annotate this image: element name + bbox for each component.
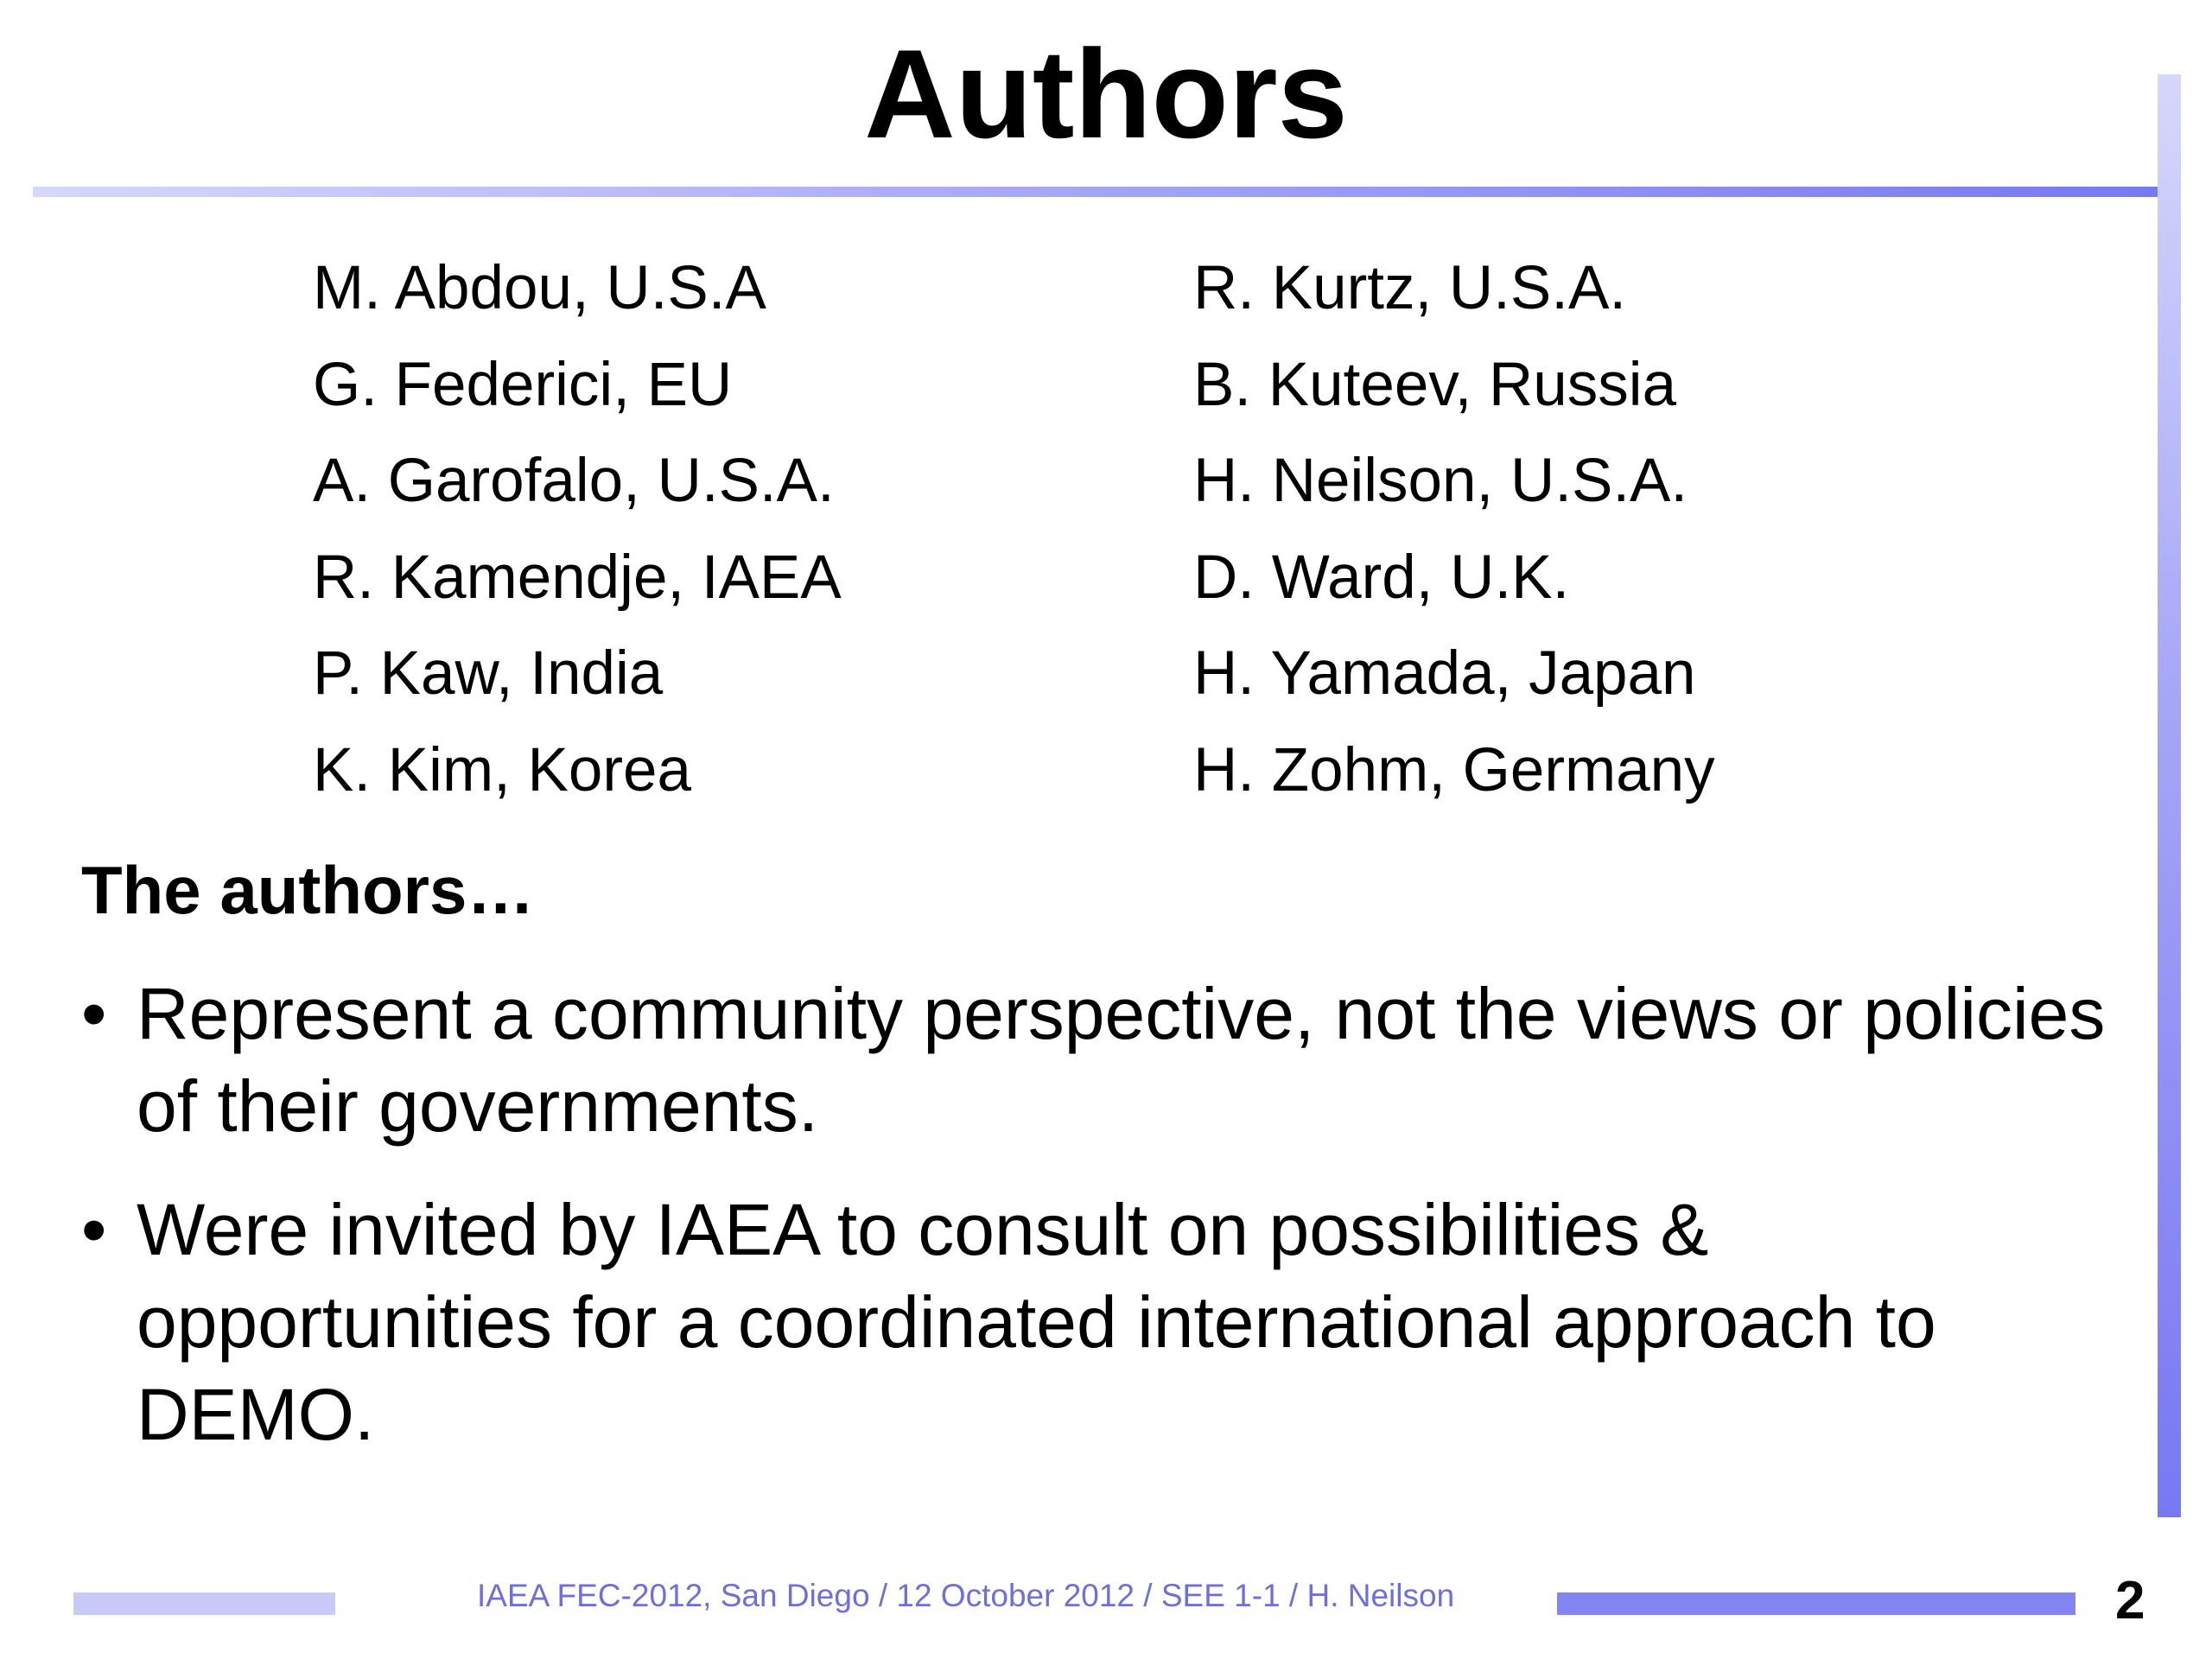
- footer-left-bar: [73, 1592, 335, 1615]
- section-heading: The authors…: [81, 852, 535, 928]
- footer-right-bar: [1557, 1592, 2075, 1615]
- slide-title: Authors: [864, 23, 1348, 164]
- author-entry: K. Kim, Korea: [313, 735, 691, 804]
- author-entry: H. Yamada, Japan: [1193, 639, 1696, 708]
- author-entry: D. Ward, U.K.: [1193, 543, 1570, 612]
- author-entry: M. Abdou, U.S.A: [313, 254, 766, 322]
- title-underline-rule: [33, 187, 2162, 197]
- bullet-item: [81, 1184, 2120, 1461]
- author-entry: B. Kuteev, Russia: [1193, 350, 1677, 419]
- bullet-text: Represent a community perspective, not the views or policies of their governments.: [137, 973, 2106, 1147]
- author-list-right: [1193, 240, 1715, 818]
- author-entry: A. Garofalo, U.S.A.: [313, 447, 835, 515]
- bullet-list: [81, 968, 2120, 1492]
- author-entry: H. Neilson, U.S.A.: [1193, 447, 1688, 515]
- footer-text: IAEA FEC-2012, San Diego / 12 October 2012 / SEE 1-1 / H. Neilson: [477, 1578, 1455, 1613]
- author-entry: H. Zohm, Germany: [1193, 735, 1715, 804]
- bullet-item: [81, 968, 2120, 1153]
- page-number: 2: [2115, 1571, 2145, 1630]
- bullet-dot-icon: •: [81, 1189, 107, 1270]
- right-side-rule: [2158, 74, 2181, 1517]
- author-entry: P. Kaw, India: [313, 639, 664, 708]
- bullet-text: Were invited by IAEA to consult on possibilities & opportunities for a coordinated international approach to DEMO.: [137, 1189, 1936, 1455]
- author-entry: G. Federici, EU: [313, 350, 733, 419]
- author-entry: R. Kurtz, U.S.A.: [1193, 254, 1627, 322]
- author-entry: R. Kamendje, IAEA: [313, 543, 842, 612]
- bullet-dot-icon: •: [81, 973, 107, 1054]
- author-list-left: [313, 240, 842, 818]
